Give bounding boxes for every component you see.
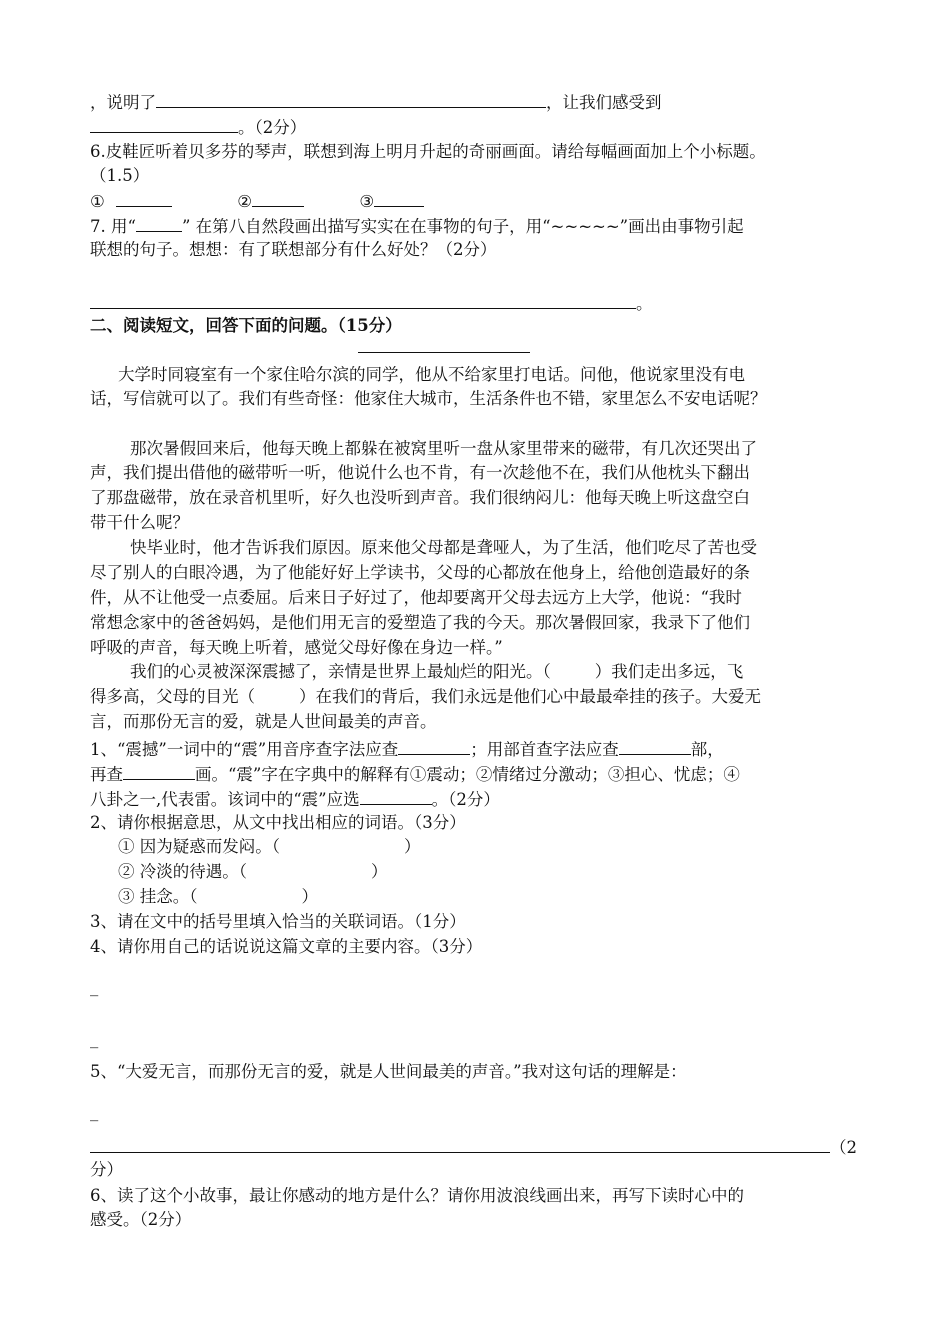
- passage-p2-line-3: 了那盘磁带，放在录音机里听，好久也没听到声音。我们很纳闷儿：他每天晚上听这盘空白: [90, 488, 750, 507]
- text: ）: [404, 837, 421, 856]
- text: 八卦之一,代表雷。该词中的“震”应选: [90, 790, 360, 809]
- q6-line-1: 6、读了这个小故事，最让你感动的地方是什么？请你用波浪线画出来，再写下读时心中的: [90, 1186, 744, 1205]
- passage-p3-line-1: 快毕业时，他才告诉我们原因。原来他父母都是聋哑人，为了生活，他们吃尽了苦也受: [130, 538, 757, 557]
- q5-prompt: 5、“大爱无言，而那份无言的爱，就是人世间最美的声音。”我对这句话的理解是：: [90, 1062, 687, 1081]
- q4-prompt: 4、请你用自己的话说说这篇文章的主要内容。（3分）: [90, 937, 483, 956]
- passage-p2-line-1: 那次暑假回来后，他每天晚上都躲在被窝里听一盘从家里带来的磁带，有几次还哭出了: [130, 439, 757, 458]
- q1-line-3: [90, 787, 500, 811]
- text: ；用部首查字法应查: [470, 740, 619, 759]
- answer-dash-2[interactable]: _: [90, 1029, 99, 1048]
- q5-score-a: （2: [830, 1138, 857, 1157]
- q1-line-2: [90, 762, 740, 786]
- passage-p4-line-2: [90, 686, 761, 708]
- passage-p3-line-4: 常想念家中的爸爸妈妈，是他们用无言的爱塑造了我的今天。那次暑假回家，我录下了他们: [90, 613, 750, 632]
- text: ，说明了: [90, 93, 156, 112]
- question-7-answer-line: [90, 291, 653, 315]
- text: 画。“震”字在字典中的解释有①震动；②情绪过分激动；③担心、忧虑；④: [195, 765, 740, 784]
- passage-p3-line-3: 件，从不让他受一点委屈。后来日子好过了，他却要离开父母去远方上大学，他说：“我时: [90, 588, 742, 607]
- text: ）: [371, 862, 388, 881]
- text: 再查: [90, 765, 123, 784]
- passage-p2-line-2: 声，我们提出借他的磁带听一听，他说什么也不肯，有一次趁他不在，我们从他枕头下翻出: [90, 463, 750, 482]
- passage-p3-line-2: 尽了别人的白眼冷遇，为了他能好好上学读书，父母的心都放在他身上，给他创造最好的条: [90, 563, 750, 582]
- passage-p1-line-2: 话，写信就可以了。我们有些奇怪：他家住大城市，生活条件也不错，家里怎么不安电话呢？: [90, 389, 767, 408]
- question-6-line-2: （1.5）: [90, 166, 150, 185]
- text: ② 冷淡的待遇。（: [118, 862, 247, 881]
- text: ① 因为疑惑而发闷。（: [118, 837, 280, 856]
- q1-line-1: [90, 737, 724, 761]
- answer-blank-2[interactable]: [252, 189, 304, 207]
- text: ）: [301, 887, 318, 906]
- answer-blank[interactable]: [398, 737, 470, 755]
- passage-p2-line-4: 带干什么呢？: [90, 513, 189, 532]
- text: ）我们走出多远，飞: [594, 662, 744, 681]
- passage-p4-line-3: 言，而那份无言的爱，就是人世间最美的声音。: [90, 712, 437, 731]
- question-7-line-1: [90, 214, 744, 238]
- text: ” 在第八自然段画出描写实实在在事物的句子，用“~~~~~”画出由事物引起: [181, 217, 744, 236]
- q2-item-2: [118, 861, 388, 883]
- passage-p4-line-1: [130, 661, 743, 683]
- answer-blank[interactable]: [619, 737, 691, 755]
- q3-prompt: 3、请在文中的括号里填入恰当的关联词语。（1分）: [90, 912, 466, 931]
- passage-p1-line-1: 大学时同寝室有一个家住哈尔滨的同学，他从不给家里打电话。问他，他说家里没有电: [118, 365, 745, 384]
- text: 得多高，父母的目光（: [90, 687, 255, 706]
- q5-answer-line: [90, 1135, 857, 1159]
- text: 我们的心灵被深深震撼了，亲情是世界上最灿烂的阳光。（: [130, 662, 551, 681]
- answer-blank-3[interactable]: [374, 189, 424, 207]
- text: 。（2分）: [431, 790, 500, 809]
- q5-score-b: 分）: [90, 1160, 123, 1179]
- q2-item-1: [118, 836, 421, 858]
- text: 。（2分）: [238, 118, 307, 137]
- question-7-line-2: 联想的句子。想想：有了联想部分有什么好处？（2分）: [90, 240, 497, 259]
- section-2-title: 二、阅读短文，回答下面的问题。（15分）: [90, 316, 402, 335]
- answer-dash-3[interactable]: _: [90, 1102, 99, 1121]
- text: 1、“震撼”一词中的“震”用音序查字法应查: [90, 740, 399, 759]
- text: 。: [636, 294, 653, 313]
- prev-question-line-2: [90, 115, 306, 139]
- question-6-answers: [90, 189, 424, 213]
- answer-blank[interactable]: [123, 762, 195, 780]
- answer-blank[interactable]: [156, 90, 546, 108]
- answer-blank[interactable]: [360, 787, 432, 805]
- q6-line-2: 感受。（2分）: [90, 1210, 192, 1229]
- answer-blank-1[interactable]: [116, 189, 172, 207]
- answer-blank[interactable]: [90, 291, 636, 309]
- q2-item-3: [118, 886, 318, 908]
- question-6-line-1: 6.皮鞋匠听着贝多芬的琴声，联想到海上明月升起的奇丽画面。请给每幅画面加上个小标题。: [90, 142, 766, 161]
- marker-3: ③: [359, 192, 375, 211]
- text: ，让我们感受到: [546, 93, 662, 112]
- passage-p3-line-5: 呼吸的声音，每天晚上听着，感觉父母好像在身边一样。”: [90, 638, 503, 657]
- title-underline: [358, 352, 530, 353]
- text: 7. 用“: [90, 217, 136, 236]
- text: ③ 挂念。（: [118, 887, 198, 906]
- underline-sample: [136, 214, 182, 232]
- marker-1: ①: [90, 192, 105, 211]
- answer-blank[interactable]: [90, 1135, 830, 1153]
- marker-2: ②: [237, 192, 253, 211]
- answer-blank[interactable]: [90, 115, 238, 133]
- answer-dash-1[interactable]: _: [90, 977, 99, 996]
- q2-prompt: 2、请你根据意思，从文中找出相应的词语。（3分）: [90, 813, 466, 832]
- text: ）在我们的背后，我们永远是他们心中最最牵挂的孩子。大爱无: [299, 687, 761, 706]
- text: 部，: [690, 740, 724, 759]
- prev-question-line-1: [90, 90, 662, 114]
